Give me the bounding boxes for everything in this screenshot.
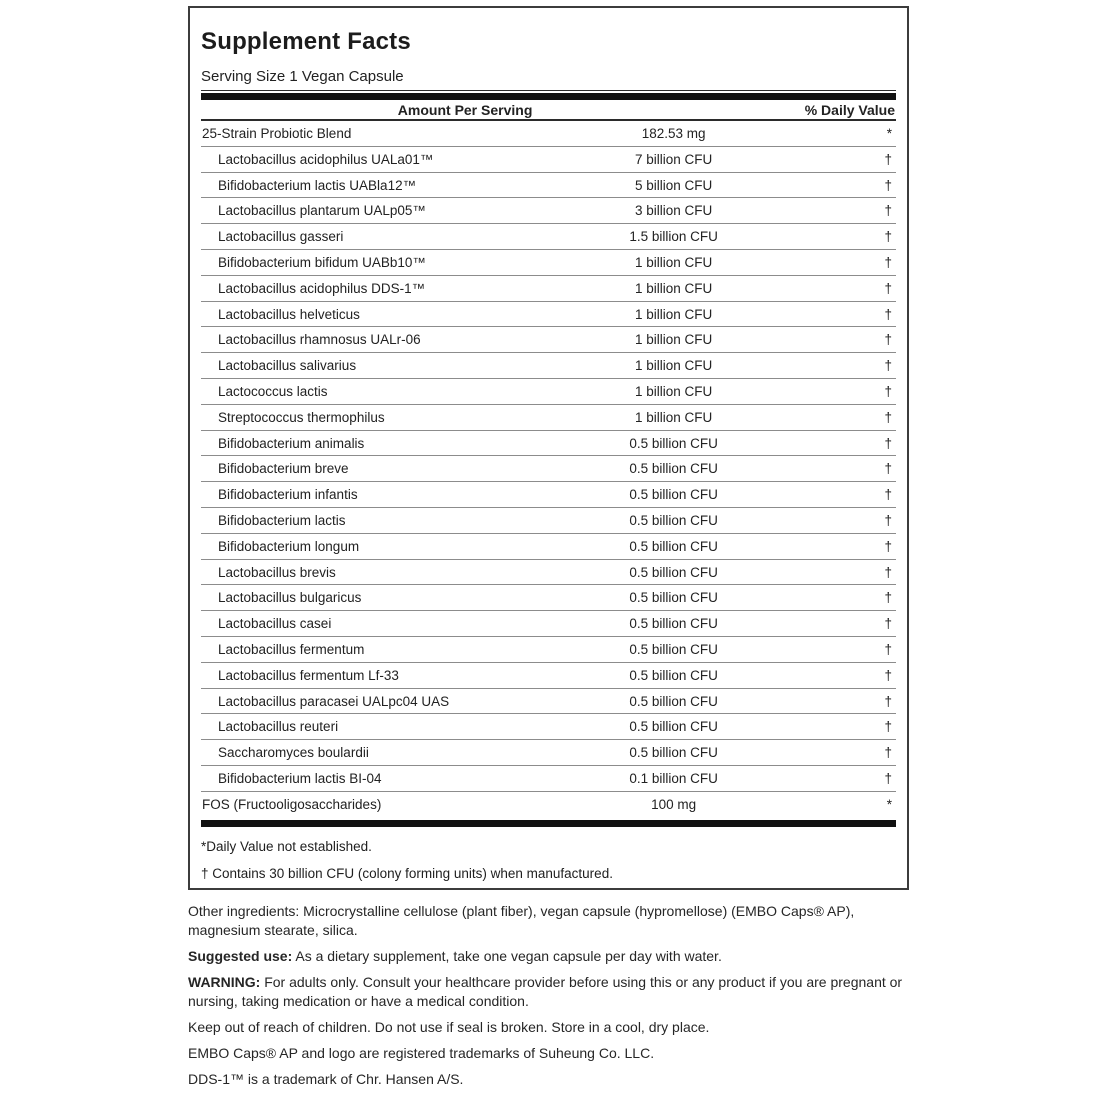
ingredient-daily-value: † — [884, 745, 892, 761]
label-details — [188, 902, 912, 1096]
ingredient-daily-value: † — [884, 461, 892, 477]
ingredient-name: Lactobacillus bulgaricus — [218, 590, 362, 606]
ingredient-name: 25-Strain Probiotic Blend — [202, 126, 352, 141]
ingredient-amount: 0.5 billion CFU — [629, 512, 718, 528]
ingredient-amount: 182.53 mg — [641, 126, 706, 141]
table-row — [201, 173, 896, 199]
ingredient-daily-value: * — [886, 126, 892, 141]
storage-notice: Keep out of reach of children. Do not use if seal is broken. Store in a cool, dry place. — [188, 1019, 710, 1035]
ingredient-daily-value: † — [884, 332, 892, 348]
ingredient-name: Bifidobacterium breve — [218, 461, 349, 477]
ingredient-daily-value: † — [884, 616, 892, 632]
table-row — [201, 456, 896, 482]
ingredient-amount: 0.5 billion CFU — [629, 616, 718, 632]
ingredient-amount: 1 billion CFU — [634, 306, 713, 322]
ingredient-amount: 1 billion CFU — [634, 409, 713, 425]
ingredient-daily-value: * — [886, 796, 892, 812]
warning — [188, 973, 912, 1011]
ingredient-amount: 100 mg — [651, 796, 697, 812]
ingredient-daily-value: † — [884, 512, 892, 528]
ingredient-daily-value: † — [884, 306, 892, 322]
ingredient-name: Bifidobacterium lactis — [218, 512, 346, 528]
ingredient-amount: 0.5 billion CFU — [629, 667, 718, 683]
warning-label: WARNING: — [188, 974, 261, 990]
ingredient-daily-value: † — [884, 487, 892, 503]
ingredient-daily-value: † — [884, 641, 892, 657]
ingredient-amount: 1 billion CFU — [634, 254, 713, 270]
table-row — [201, 534, 896, 560]
ingredient-name: Bifidobacterium animalis — [218, 435, 365, 451]
ingredient-amount: 0.5 billion CFU — [629, 719, 718, 735]
ingredient-daily-value: † — [884, 770, 892, 786]
footer-divider-bar — [201, 820, 896, 827]
table-row — [201, 508, 896, 534]
ingredient-name: Lactobacillus reuteri — [218, 719, 339, 735]
daily-value-footnote: *Daily Value not established. — [201, 838, 372, 854]
suggested-use-label: Suggested use: — [188, 948, 293, 964]
ingredient-daily-value: † — [884, 254, 892, 270]
ingredient-name: Bifidobacterium bifidum UABb10™ — [218, 254, 426, 270]
ingredient-daily-value: † — [884, 177, 892, 193]
ingredient-daily-value: † — [884, 538, 892, 554]
table-row — [201, 353, 896, 379]
ingredient-amount: 0.5 billion CFU — [629, 590, 718, 606]
ingredient-name: Lactobacillus casei — [218, 616, 332, 632]
ingredient-amount: 0.5 billion CFU — [629, 745, 718, 761]
ingredient-name: Lactobacillus acidophilus UALa01™ — [218, 151, 434, 167]
table-row — [201, 431, 896, 457]
ingredient-daily-value: † — [884, 564, 892, 580]
ingredient-amount: 0.1 billion CFU — [629, 770, 718, 786]
table-row — [201, 198, 896, 224]
table-row — [201, 147, 896, 173]
ingredient-amount: 1 billion CFU — [634, 383, 713, 399]
ingredient-name: Lactococcus lactis — [218, 383, 328, 399]
table-row — [201, 405, 896, 431]
ingredient-daily-value: † — [884, 229, 892, 245]
ingredient-name: Bifidobacterium longum — [218, 538, 360, 554]
amount-per-serving-header: Amount Per Serving — [397, 102, 533, 118]
table-row — [201, 276, 896, 302]
ingredient-name: Bifidobacterium lactis BI-04 — [218, 770, 382, 786]
ingredient-amount: 1 billion CFU — [634, 358, 713, 374]
table-row — [201, 740, 896, 766]
ingredient-name: Bifidobacterium infantis — [218, 487, 358, 503]
ingredient-name: Lactobacillus rhamnosus UALr-06 — [218, 332, 421, 348]
ingredient-amount: 1 billion CFU — [634, 332, 713, 348]
suggested-use-text: As a dietary supplement, take one vegan capsule per day with water. — [292, 948, 722, 964]
table-row — [201, 250, 896, 276]
ingredient-amount: 5 billion CFU — [634, 177, 713, 193]
table-row — [201, 585, 896, 611]
table-row — [201, 792, 896, 818]
ingredient-name: Lactobacillus plantarum UALp05™ — [218, 203, 426, 219]
trademark-dds: DDS-1™ is a trademark of Chr. Hansen A/S. — [188, 1071, 464, 1087]
ingredient-amount: 1 billion CFU — [634, 280, 713, 296]
ingredient-amount: 0.5 billion CFU — [629, 487, 718, 503]
header-divider-bar — [201, 93, 896, 100]
ingredient-name: Lactobacillus paracasei UALpc04 UAS — [218, 693, 450, 709]
table-row — [201, 611, 896, 637]
ingredient-amount: 0.5 billion CFU — [629, 564, 718, 580]
ingredient-name: Lactobacillus salivarius — [218, 358, 357, 374]
trademark-embo: EMBO Caps® AP and logo are registered trademarks of Suheung Co. LLC. — [188, 1045, 655, 1061]
ingredient-amount: 0.5 billion CFU — [629, 435, 718, 451]
table-row — [201, 482, 896, 508]
ingredient-amount: 0.5 billion CFU — [629, 693, 718, 709]
ingredient-daily-value: † — [884, 409, 892, 425]
other-ingredients: Other ingredients: Microcrystalline cellulose (plant fiber), vegan capsule (hypromellose) (EMBO Caps® AP), magnesium stearate, silica. — [188, 903, 855, 938]
ingredient-daily-value: † — [884, 383, 892, 399]
suggested-use — [188, 947, 912, 966]
table-row — [201, 327, 896, 353]
ingredient-name: Lactobacillus helveticus — [218, 306, 360, 322]
ingredient-table — [201, 121, 896, 818]
table-row — [201, 689, 896, 715]
ingredient-name: FOS (Fructooligosaccharides) — [202, 796, 382, 812]
ingredient-amount: 3 billion CFU — [634, 203, 713, 219]
table-row — [201, 121, 896, 147]
daily-value-header: % Daily Value — [804, 102, 895, 118]
cfu-footnote: † Contains 30 billion CFU (colony forming units) when manufactured. — [201, 865, 613, 881]
ingredient-name: Streptococcus thermophilus — [218, 409, 385, 425]
ingredient-name: Lactobacillus gasseri — [218, 229, 344, 245]
ingredient-name: Lactobacillus acidophilus DDS-1™ — [218, 280, 426, 296]
ingredient-amount: 1.5 billion CFU — [629, 229, 718, 245]
supplement-facts-panel — [188, 6, 909, 890]
ingredient-amount: 0.5 billion CFU — [629, 538, 718, 554]
ingredient-daily-value: † — [884, 151, 892, 167]
panel-title: Supplement Facts — [201, 28, 411, 55]
serving-size: Serving Size 1 Vegan Capsule — [201, 68, 896, 91]
ingredient-name: Bifidobacterium lactis UABla12™ — [218, 177, 417, 193]
ingredient-amount: 0.5 billion CFU — [629, 641, 718, 657]
ingredient-daily-value: † — [884, 435, 892, 451]
ingredient-daily-value: † — [884, 358, 892, 374]
table-row — [201, 663, 896, 689]
ingredient-daily-value: † — [884, 719, 892, 735]
ingredient-name: Lactobacillus brevis — [218, 564, 336, 580]
table-row — [201, 560, 896, 586]
ingredient-amount: 0.5 billion CFU — [629, 461, 718, 477]
ingredient-daily-value: † — [884, 667, 892, 683]
ingredient-amount: 7 billion CFU — [634, 151, 713, 167]
table-row — [201, 637, 896, 663]
ingredient-daily-value: † — [884, 280, 892, 296]
warning-text: For adults only. Consult your healthcare provider before using this or any product if you are pregnant or nursing, taking medication or have a medical condition. — [188, 974, 903, 1009]
table-header-row — [201, 100, 896, 121]
ingredient-daily-value: † — [884, 590, 892, 606]
ingredient-name: Lactobacillus fermentum Lf-33 — [218, 667, 399, 683]
table-row — [201, 224, 896, 250]
ingredient-name: Lactobacillus fermentum — [218, 641, 365, 657]
table-row — [201, 714, 896, 740]
ingredient-daily-value: † — [884, 693, 892, 709]
table-row — [201, 302, 896, 328]
table-row — [201, 766, 896, 792]
ingredient-name: Saccharomyces boulardii — [218, 745, 369, 761]
ingredient-daily-value: † — [884, 203, 892, 219]
table-row — [201, 379, 896, 405]
